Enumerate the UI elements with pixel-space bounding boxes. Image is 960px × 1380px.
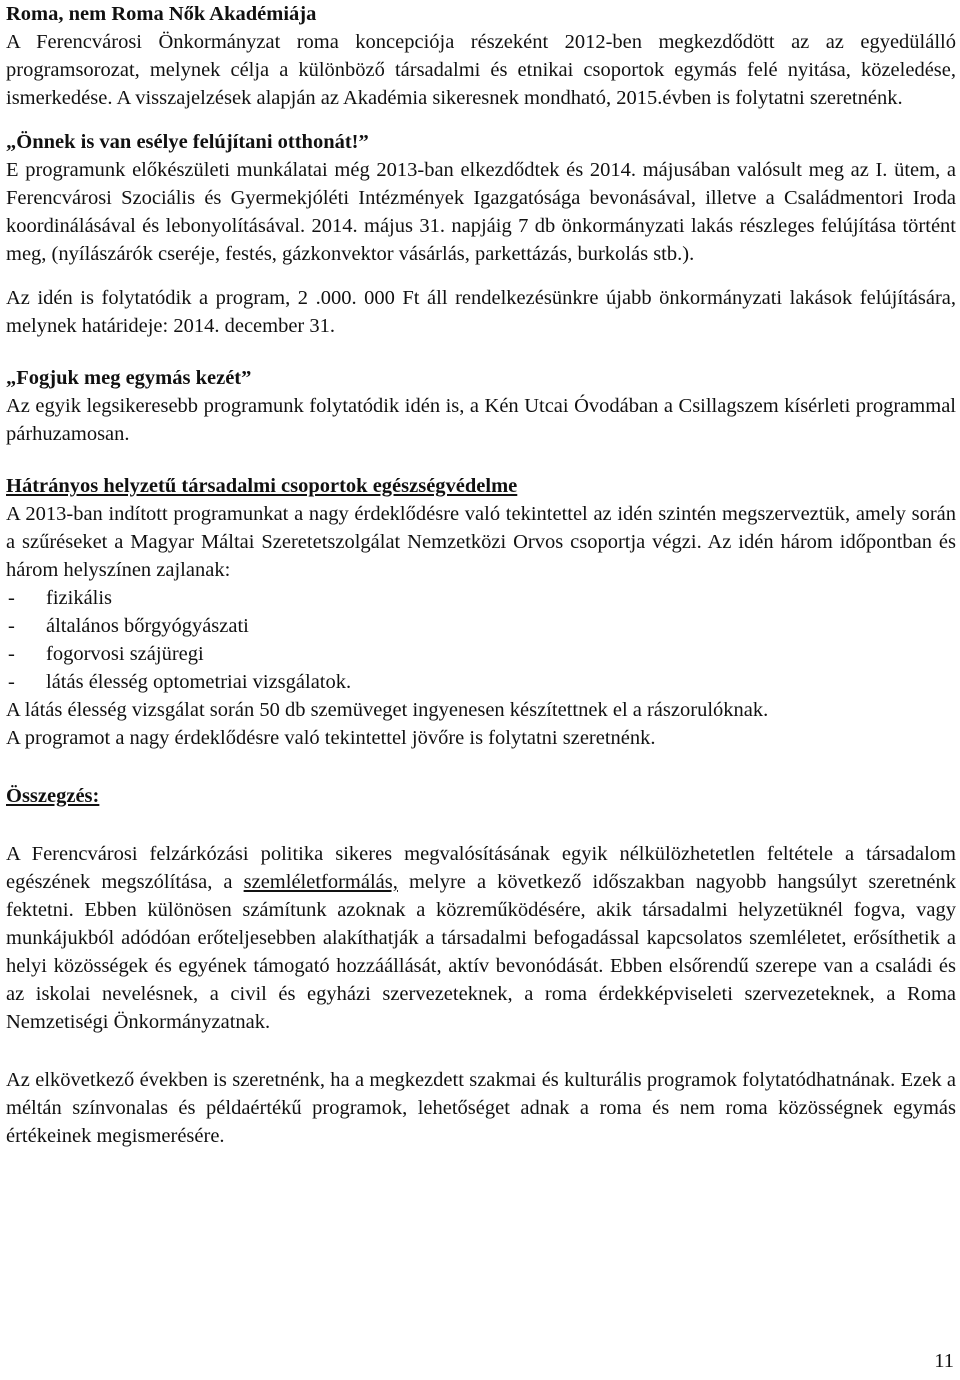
- page-number: 11: [934, 1350, 954, 1372]
- program-continuation-note: A programot a nagy érdeklődésre való tekintettel jövőre is folytatni szeretnénk.: [6, 727, 656, 749]
- summary-paragraph-1: [6, 840, 956, 1036]
- section-title-roma-academy: Roma, nem Roma Nők Akadémiája: [6, 3, 317, 25]
- section-body-health-protection: A 2013-ban indított programunkat a nagy érdeklődésre való tekintettel az idén szintén megszerveztük, amely során a szűréseket a Magyar Máltai Szeretetszolgálat Nemzetközi Orvos csoportja végzi. Az idén három időpontban és három helyszínen zajlanak:: [6, 503, 956, 581]
- section-body-home-renovation: E programunk előkészületi munkálatai még 2013-ban elkezdődtek és 2014. májusában valósult meg az I. ütem, a Ferencvárosi Szociális és Gyermekjóléti Intézmények Igazgatósága bevonásával, illetve a Családmentori Iroda koordinálásával és lebonyolításával. 2014. május 31. napjáig 7 db önkormányzati lakás részleges felújítása történt meg, (nyílászárók cseréje, festés, gázkonvektor vásárlás, parkettázás, burkolás stb.).: [6, 159, 956, 265]
- screening-list: [6, 584, 956, 696]
- summary-underlined-term: szemléletformálás,: [243, 871, 398, 893]
- section-body-home-renovation-continued: Az idén is folytatódik a program, 2 .000. 000 Ft áll rendelkezésünkre újabb önkormányzati lakások felújítására, melynek határideje: 2014. december 31.: [6, 287, 956, 337]
- list-dash: -: [8, 615, 15, 637]
- section-body-holding-hands: Az egyik legsikeresebb programunk folytatódik idén is, a Kén Utcai Óvodában a Csillagszem kísérleti programmal párhuzamosan.: [6, 395, 956, 445]
- list-item: [6, 668, 956, 696]
- section-title-health-protection: Hátrányos helyzetű társadalmi csoportok egészségvédelme: [6, 475, 518, 497]
- section-title-holding-hands: „Fogjuk meg egymás kezét”: [6, 367, 252, 389]
- eyeglasses-note: A látás élesség vizsgálat során 50 db szemüveget ingyenesen készítettnek el a rászorulóknak.: [6, 699, 769, 721]
- list-item: [6, 584, 956, 612]
- list-item: [6, 640, 956, 668]
- summary-paragraph-2: Az elkövetkező években is szeretnénk, ha a megkezdett szakmai és kulturális programok folytatódhatnának. Ezek a méltán színvonalas és példaértékű programok, lehetőséget adnak a roma és nem roma közösségnek egymás értékeinek megismerésére.: [6, 1069, 956, 1147]
- list-dash: -: [8, 587, 15, 609]
- list-dash: -: [8, 671, 15, 693]
- section-title-home-renovation: „Önnek is van esélye felújítani otthonát!”: [6, 131, 369, 153]
- list-dash: -: [8, 643, 15, 665]
- section-title-summary: Összegzés:: [6, 785, 100, 807]
- document-page: [6, 0, 956, 1150]
- list-item-text: fizikális: [46, 587, 113, 609]
- summary-text-after: melyre a következő időszakban nagyobb hangsúlyt szeretnénk fektetni. Ebben különösen számítunk azoknak a közreműködésére, akik társadalmi helyzetüknél fogva, vagy munkájukból adódóan erőteljesebben alakíthatják a társadalmi befogadással kapcsolatos szemléletet, erősíthetik a helyi közösségek és egyének támogató hozzáállását, aktív bevonódását. Ebben elsőrendű szerepe van a családi és az iskolai nevelésnek, a civil és egyházi szervezeteknek, a roma érdekképviseleti szervezeteknek, a Roma Nemzetiségi Önkormányzatnak.: [6, 871, 956, 1033]
- list-item-text: látás élesség optometriai vizsgálatok.: [46, 671, 352, 693]
- list-item: [6, 612, 956, 640]
- summary-text-before: A Ferencvárosi felzárkózási politika sikeres megvalósításának egyik nélkülözhetetlen feltétele a társadalom egészének megszólítása, a: [6, 843, 956, 893]
- section-body-roma-academy: A Ferencvárosi Önkormányzat roma koncepciója részeként 2012-ben megkezdődött az az egyedülálló programsorozat, melynek célja a különböző társadalmi és etnikai csoportok egymás felé nyitása, közeledése, ismerkedése. A visszajelzések alapján az Akadémia sikeresnek mondható, 2015.évben is folytatni szeretnénk.: [6, 31, 956, 109]
- list-item-text: általános bőrgyógyászati: [46, 615, 249, 637]
- list-item-text: fogorvosi szájüregi: [46, 643, 204, 665]
